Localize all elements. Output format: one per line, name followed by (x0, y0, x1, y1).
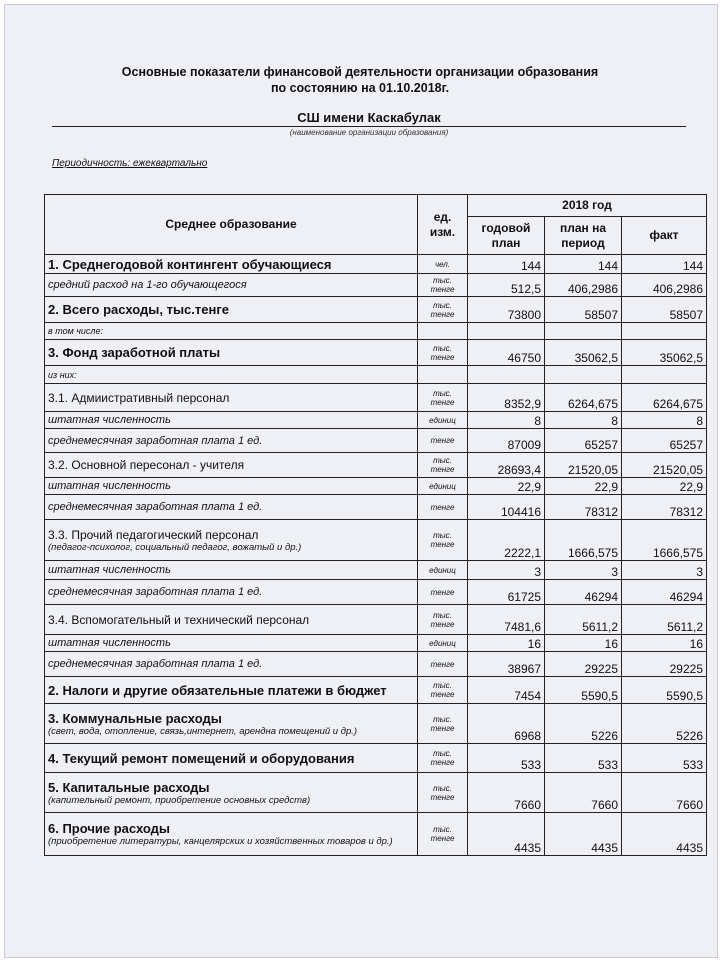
row-unit: тыс. тенге (418, 384, 468, 412)
row-label (45, 605, 418, 635)
row-fact: 5226 (622, 704, 707, 744)
row-unit: единиц (418, 561, 468, 580)
row-period-plan: 406,2986 (545, 274, 622, 297)
row-unit: тенге (418, 652, 468, 677)
row-label (45, 495, 418, 520)
row-annual-plan: 6968 (468, 704, 545, 744)
row-fact: 78312 (622, 495, 707, 520)
row-label-text: среднемесячная заработная плата 1 ед. (48, 434, 263, 447)
row-annual-plan: 3 (468, 561, 545, 580)
row-label (45, 580, 418, 605)
table-row (45, 453, 707, 478)
row-annual-plan: 7481,6 (468, 605, 545, 635)
row-period-plan (545, 323, 622, 340)
table-row (45, 677, 707, 704)
table-row (45, 635, 707, 652)
row-annual-plan: 28693,4 (468, 453, 545, 478)
row-label-text: 3. Фонд заработной платы (48, 345, 221, 360)
row-label-text: 5. Капитальные расходы (48, 779, 210, 795)
table-row (45, 561, 707, 580)
row-unit: тыс. тенге (418, 744, 468, 773)
table-row (45, 495, 707, 520)
document-date: по состоянию на 01.10.2018г. (270, 81, 450, 95)
row-annual-plan: 533 (468, 744, 545, 773)
table-row (45, 340, 707, 366)
table-row (45, 704, 707, 744)
row-annual-plan: 7660 (468, 773, 545, 813)
row-label-text: 3.1. Адмиистративный персонал (48, 390, 230, 405)
row-period-plan: 5611,2 (545, 605, 622, 635)
row-label (45, 635, 418, 652)
row-period-plan: 3 (545, 561, 622, 580)
row-period-plan: 58507 (545, 297, 622, 323)
row-label (45, 773, 418, 813)
table-row (45, 384, 707, 412)
table-row (45, 478, 707, 495)
row-period-plan: 144 (545, 255, 622, 274)
table-row (45, 429, 707, 453)
row-unit: единиц (418, 412, 468, 429)
row-annual-plan: 38967 (468, 652, 545, 677)
row-label (45, 478, 418, 495)
row-unit: тыс. тенге (418, 813, 468, 856)
row-fact: 6264,675 (622, 384, 707, 412)
row-label-text: из них: (48, 369, 77, 380)
row-unit: тыс. тенге (418, 520, 468, 561)
row-annual-plan: 2222,1 (468, 520, 545, 561)
row-period-plan: 35062,5 (545, 340, 622, 366)
table-row (45, 580, 707, 605)
row-label (45, 384, 418, 412)
row-period-plan: 1666,575 (545, 520, 622, 561)
table-row (45, 813, 707, 856)
row-fact: 58507 (622, 297, 707, 323)
row-period-plan: 46294 (545, 580, 622, 605)
organization-caption: (наименование организации образования) (289, 128, 449, 137)
row-annual-plan: 4435 (468, 813, 545, 856)
row-fact (622, 366, 707, 384)
row-label (45, 677, 418, 704)
table-row (45, 652, 707, 677)
header-year: 2018 год (468, 195, 707, 217)
row-label-text: 6. Прочие расходы (48, 821, 170, 836)
row-unit (418, 366, 468, 384)
row-label (45, 340, 418, 366)
table-body (45, 255, 707, 856)
row-fact: 406,2986 (622, 274, 707, 297)
row-label-text: 2. Всего расходы, тыс.тенге (48, 302, 229, 317)
row-annual-plan: 8 (468, 412, 545, 429)
row-fact (622, 323, 707, 340)
row-label-note: (свет, вода, отопление, связь,интернет, арендна помещений и др.) (48, 725, 358, 737)
row-unit: тыс. тенге (418, 773, 468, 813)
row-fact: 65257 (622, 429, 707, 453)
row-period-plan: 6264,675 (545, 384, 622, 412)
row-label-text: средний расход на 1-го обучающегося (48, 279, 247, 291)
row-label (45, 366, 418, 384)
row-annual-plan (468, 366, 545, 384)
row-label-note: (капительный ремонт, приобретение основных средств) (48, 794, 311, 806)
row-label-text: 3.4. Вспомогательный и технический персонал (48, 612, 310, 627)
row-label-text: 3.3. Прочий педагогический персонал (48, 527, 259, 542)
header-section: Среднее образование (45, 195, 418, 255)
row-unit: тыс. тенге (418, 297, 468, 323)
row-period-plan: 16 (545, 635, 622, 652)
row-label-text: среднемесячная заработная плата 1 ед. (48, 586, 263, 598)
row-fact: 5611,2 (622, 605, 707, 635)
row-fact: 7660 (622, 773, 707, 813)
row-label-note: (педагог-психолог, социальный педагог, вожатый и др.) (48, 541, 302, 553)
row-label (45, 297, 418, 323)
row-label-text: штатная численность (48, 637, 171, 649)
row-unit: тенге (418, 495, 468, 520)
header-unit: ед. изм. (418, 195, 468, 255)
row-period-plan: 21520,05 (545, 453, 622, 478)
row-annual-plan (468, 323, 545, 340)
row-period-plan (545, 366, 622, 384)
row-period-plan: 22,9 (545, 478, 622, 495)
financial-table (44, 194, 707, 856)
row-fact: 4435 (622, 813, 707, 856)
row-period-plan: 29225 (545, 652, 622, 677)
row-label-text: в том числе: (48, 326, 104, 336)
row-unit: единиц (418, 635, 468, 652)
row-fact: 533 (622, 744, 707, 773)
row-fact: 22,9 (622, 478, 707, 495)
row-annual-plan: 87009 (468, 429, 545, 453)
table-row (45, 274, 707, 297)
row-fact: 16 (622, 635, 707, 652)
table-row (45, 773, 707, 813)
row-label-text: 2. Налоги и другие обязательные платежи в бюджет (48, 682, 387, 698)
organization-name: СШ имени Каскабулак (297, 110, 441, 125)
header-annual-plan: годовой план (468, 217, 545, 255)
table-row (45, 323, 707, 340)
table-row (45, 605, 707, 635)
row-fact: 21520,05 (622, 453, 707, 478)
row-unit: тыс. тенге (418, 677, 468, 704)
row-label (45, 652, 418, 677)
row-unit: тыс. тенге (418, 605, 468, 635)
row-annual-plan: 16 (468, 635, 545, 652)
row-fact: 1666,575 (622, 520, 707, 561)
row-label (45, 520, 418, 561)
table-row (45, 255, 707, 274)
periodicity-label: Периодичность: ежеквартально (52, 158, 208, 169)
row-unit (418, 323, 468, 340)
row-fact: 29225 (622, 652, 707, 677)
row-label (45, 412, 418, 429)
row-annual-plan: 8352,9 (468, 384, 545, 412)
row-label (45, 274, 418, 297)
row-period-plan: 533 (545, 744, 622, 773)
row-unit: единиц (418, 478, 468, 495)
row-label (45, 813, 418, 856)
row-period-plan: 4435 (545, 813, 622, 856)
row-annual-plan: 61725 (468, 580, 545, 605)
row-period-plan: 7660 (545, 773, 622, 813)
table-row (45, 412, 707, 429)
row-fact: 5590,5 (622, 677, 707, 704)
row-unit: тенге (418, 429, 468, 453)
row-label-text: штатная численность (48, 414, 171, 426)
row-fact: 35062,5 (622, 340, 707, 366)
row-annual-plan: 104416 (468, 495, 545, 520)
row-period-plan: 5590,5 (545, 677, 622, 704)
row-label-text: 3.2. Основной пересонал - учителя (48, 458, 245, 472)
row-unit: тенге (418, 580, 468, 605)
row-unit: тыс. тенге (418, 704, 468, 744)
row-fact: 8 (622, 412, 707, 429)
document-title: Основные показатели финансовой деятельности организации образования (121, 65, 599, 79)
row-label (45, 323, 418, 340)
row-unit: тыс. тенге (418, 453, 468, 478)
row-period-plan: 78312 (545, 495, 622, 520)
row-label-text: среднемесячная заработная плата 1 ед. (48, 658, 263, 670)
table-row (45, 520, 707, 561)
row-fact: 3 (622, 561, 707, 580)
row-label-text: 4. Текущий ремонт помещений и оборудования (48, 750, 355, 766)
row-label-text: 1. Среднегодовой контингент обучающиеся (48, 256, 332, 272)
row-label (45, 255, 418, 274)
row-annual-plan: 7454 (468, 677, 545, 704)
row-label-note: (приобретение литературы, канцелярских и хозяйственных товаров и др.) (48, 836, 393, 847)
row-label (45, 744, 418, 773)
header-period-plan: план на период (545, 217, 622, 255)
row-period-plan: 5226 (545, 704, 622, 744)
row-period-plan: 8 (545, 412, 622, 429)
table-row (45, 297, 707, 323)
organization-underline (52, 126, 686, 127)
row-unit: тыс. тенге (418, 274, 468, 297)
header-fact: факт (622, 217, 707, 255)
row-fact: 46294 (622, 580, 707, 605)
row-unit: чел. (418, 255, 468, 274)
row-label-text: штатная численность (48, 564, 171, 576)
row-label-text: штатная численность (48, 480, 171, 492)
row-annual-plan: 22,9 (468, 478, 545, 495)
row-annual-plan: 73800 (468, 297, 545, 323)
row-label-text: среднемесячная заработная плата 1 ед. (48, 501, 263, 513)
row-label (45, 561, 418, 580)
table-row (45, 366, 707, 384)
row-annual-plan: 512,5 (468, 274, 545, 297)
row-label (45, 453, 418, 478)
row-unit: тыс. тенге (418, 340, 468, 366)
row-label-text: 3. Коммунальные расходы (48, 710, 222, 726)
row-annual-plan: 46750 (468, 340, 545, 366)
table-row (45, 744, 707, 773)
row-label (45, 429, 418, 453)
row-fact: 144 (622, 255, 707, 274)
row-annual-plan: 144 (468, 255, 545, 274)
row-label (45, 704, 418, 744)
row-period-plan: 65257 (545, 429, 622, 453)
